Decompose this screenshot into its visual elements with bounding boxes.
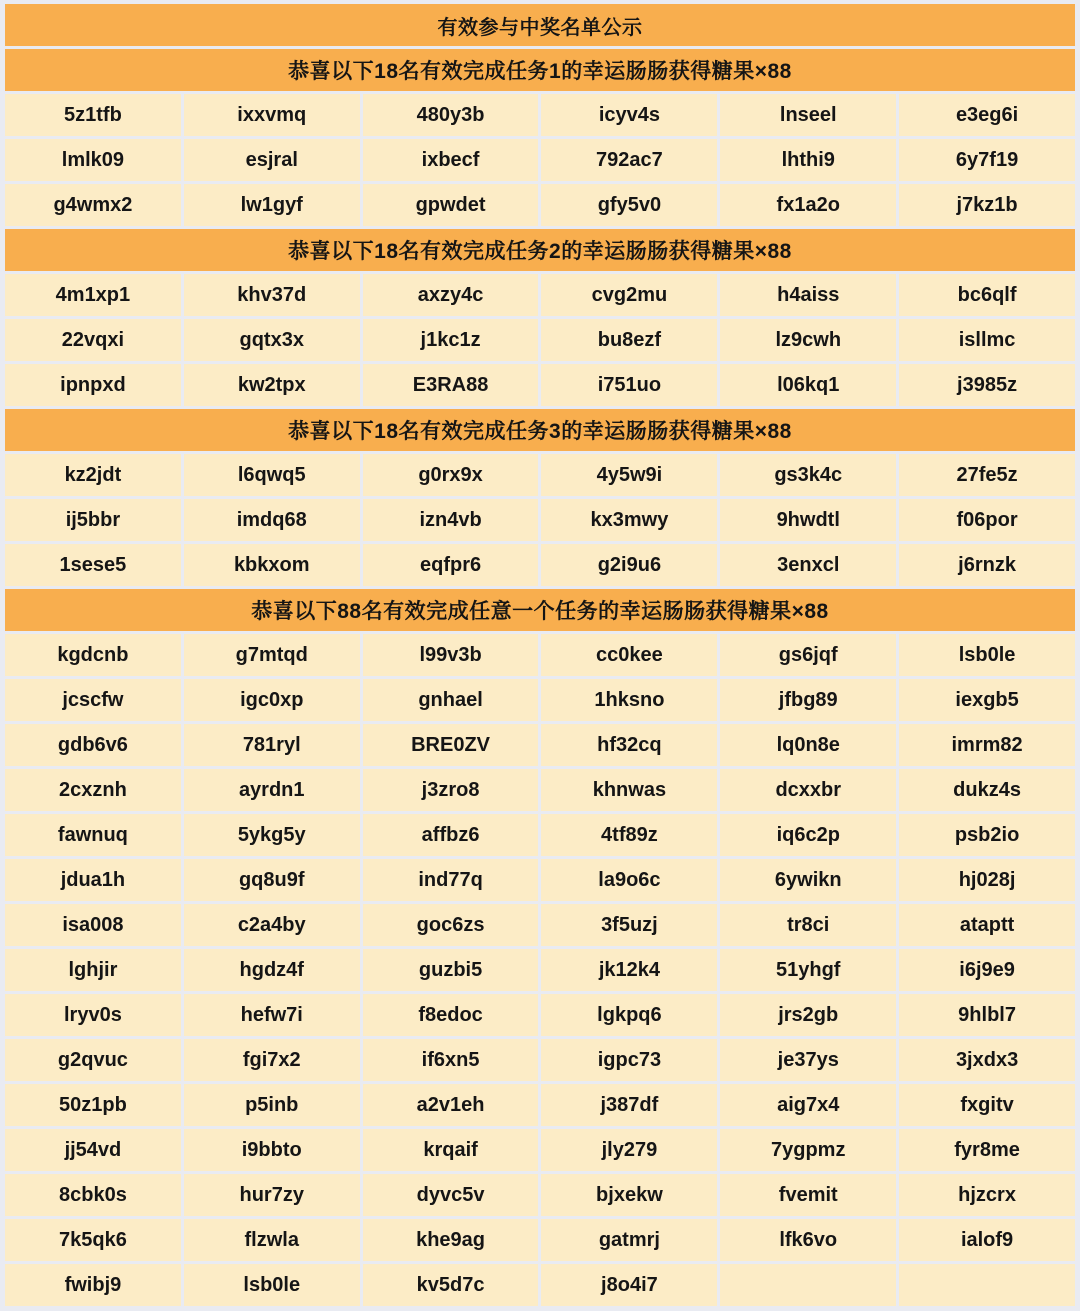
winner-cell: kgdcnb: [5, 634, 181, 676]
winner-cell: bjxekw: [541, 1174, 717, 1216]
winner-cell: igpc73: [541, 1039, 717, 1081]
winner-cell: BRE0ZV: [363, 724, 539, 766]
section-header: 恭喜以下18名有效完成任务1的幸运肠肠获得糖果×88: [5, 49, 1075, 91]
section-header: 恭喜以下88名有效完成任意一个任务的幸运肠肠获得糖果×88: [5, 589, 1075, 631]
winner-cell: fwibj9: [5, 1264, 181, 1306]
winner-cell: c2a4by: [184, 904, 360, 946]
winner-cell: 50z1pb: [5, 1084, 181, 1126]
winner-cell: h4aiss: [720, 274, 896, 316]
winner-cell: j3zro8: [363, 769, 539, 811]
winner-cell: khnwas: [541, 769, 717, 811]
winner-cell: 51yhgf: [720, 949, 896, 991]
winner-cell: fawnuq: [5, 814, 181, 856]
winner-cell: fgi7x2: [184, 1039, 360, 1081]
winner-cell: f8edoc: [363, 994, 539, 1036]
winner-cell: ipnpxd: [5, 364, 181, 406]
winner-cell: hj028j: [899, 859, 1075, 901]
winner-cell: khv37d: [184, 274, 360, 316]
winner-cell: dukz4s: [899, 769, 1075, 811]
winner-cell: cc0kee: [541, 634, 717, 676]
winner-cell: 27fe5z: [899, 454, 1075, 496]
winner-cell: hgdz4f: [184, 949, 360, 991]
winner-cell: 1sese5: [5, 544, 181, 586]
winner-cell: 792ac7: [541, 139, 717, 181]
winner-cell: 5ykg5y: [184, 814, 360, 856]
winner-cell: g7mtqd: [184, 634, 360, 676]
winner-cell: 3f5uzj: [541, 904, 717, 946]
winner-cell: icyv4s: [541, 94, 717, 136]
winner-cell: j3985z: [899, 364, 1075, 406]
winner-cell: je37ys: [720, 1039, 896, 1081]
winner-cell: lq0n8e: [720, 724, 896, 766]
section-header: 恭喜以下18名有效完成任务3的幸运肠肠获得糖果×88: [5, 409, 1075, 451]
winner-cell: ij5bbr: [5, 499, 181, 541]
winner-cell: jrs2gb: [720, 994, 896, 1036]
winner-cell: lsb0le: [899, 634, 1075, 676]
page-title: 有效参与中奖名单公示: [5, 4, 1075, 46]
winner-cell: isa008: [5, 904, 181, 946]
winner-cell: fxgitv: [899, 1084, 1075, 1126]
winner-cell: iexgb5: [899, 679, 1075, 721]
winner-cell: ialof9: [899, 1219, 1075, 1261]
winner-cell: gnhael: [363, 679, 539, 721]
winner-cell: 8cbk0s: [5, 1174, 181, 1216]
winner-cell: 480y3b: [363, 94, 539, 136]
winner-cell: lsb0le: [184, 1264, 360, 1306]
winner-cell: a2v1eh: [363, 1084, 539, 1126]
winner-cell: lghjir: [5, 949, 181, 991]
winner-cell: kz2jdt: [5, 454, 181, 496]
winner-cell: ind77q: [363, 859, 539, 901]
winner-cell: jdua1h: [5, 859, 181, 901]
winner-cell: fvemit: [720, 1174, 896, 1216]
winner-cell: g4wmx2: [5, 184, 181, 226]
section-header: 恭喜以下18名有效完成任务2的幸运肠肠获得糖果×88: [5, 229, 1075, 271]
winner-cell: hjzcrx: [899, 1174, 1075, 1216]
winner-cell: lryv0s: [5, 994, 181, 1036]
winner-cell: j387df: [541, 1084, 717, 1126]
winner-cell: lnseel: [720, 94, 896, 136]
winner-cell: bu8ezf: [541, 319, 717, 361]
winner-cell: gdb6v6: [5, 724, 181, 766]
winner-cell: l99v3b: [363, 634, 539, 676]
winner-cell: i751uo: [541, 364, 717, 406]
winner-cell: flzwla: [184, 1219, 360, 1261]
winner-cell: if6xn5: [363, 1039, 539, 1081]
winner-cell: 6ywikn: [720, 859, 896, 901]
winner-cell: 781ryl: [184, 724, 360, 766]
winner-cell: iq6c2p: [720, 814, 896, 856]
winner-cell: axzy4c: [363, 274, 539, 316]
winner-cell: 3enxcl: [720, 544, 896, 586]
winner-cell: g2qvuc: [5, 1039, 181, 1081]
winner-cell: igc0xp: [184, 679, 360, 721]
winner-cell: kbkxom: [184, 544, 360, 586]
winners-grid: [5, 454, 1075, 586]
winner-cell: cvg2mu: [541, 274, 717, 316]
winner-cell: j8o4i7: [541, 1264, 717, 1306]
winner-cell: goc6zs: [363, 904, 539, 946]
winner-cell: lmlk09: [5, 139, 181, 181]
winners-grid: [5, 94, 1075, 226]
winner-cell: lgkpq6: [541, 994, 717, 1036]
empty-cell: [720, 1264, 896, 1306]
winner-cell: bc6qlf: [899, 274, 1075, 316]
winner-cell: ixxvmq: [184, 94, 360, 136]
winner-cell: jk12k4: [541, 949, 717, 991]
winner-cell: khe9ag: [363, 1219, 539, 1261]
winner-cell: ataptt: [899, 904, 1075, 946]
winner-cell: g0rx9x: [363, 454, 539, 496]
winner-cell: 1hksno: [541, 679, 717, 721]
winner-cell: psb2io: [899, 814, 1075, 856]
winner-cell: kw2tpx: [184, 364, 360, 406]
winner-cell: j7kz1b: [899, 184, 1075, 226]
winner-cell: 7k5qk6: [5, 1219, 181, 1261]
winner-cell: j1kc1z: [363, 319, 539, 361]
winner-cell: 7ygpmz: [720, 1129, 896, 1171]
winner-cell: guzbi5: [363, 949, 539, 991]
winner-cell: lz9cwh: [720, 319, 896, 361]
winner-cell: krqaif: [363, 1129, 539, 1171]
winner-cell: la9o6c: [541, 859, 717, 901]
winner-cell: lfk6vo: [720, 1219, 896, 1261]
winner-cell: dcxxbr: [720, 769, 896, 811]
winner-cell: l6qwq5: [184, 454, 360, 496]
winner-cell: hf32cq: [541, 724, 717, 766]
winner-cell: izn4vb: [363, 499, 539, 541]
winner-cell: i9bbto: [184, 1129, 360, 1171]
empty-cell: [899, 1264, 1075, 1306]
winner-cell: imrm82: [899, 724, 1075, 766]
winner-cell: jfbg89: [720, 679, 896, 721]
winner-cell: isllmc: [899, 319, 1075, 361]
winner-cell: hefw7i: [184, 994, 360, 1036]
winner-cell: gqtx3x: [184, 319, 360, 361]
winner-cell: g2i9u6: [541, 544, 717, 586]
winner-cell: 5z1tfb: [5, 94, 181, 136]
winner-cell: E3RA88: [363, 364, 539, 406]
winner-cell: e3eg6i: [899, 94, 1075, 136]
winner-cell: i6j9e9: [899, 949, 1075, 991]
winner-cell: gs3k4c: [720, 454, 896, 496]
winner-cell: l06kq1: [720, 364, 896, 406]
winner-cell: dyvc5v: [363, 1174, 539, 1216]
winner-cell: jcscfw: [5, 679, 181, 721]
winner-cell: 4m1xp1: [5, 274, 181, 316]
winner-cell: ayrdn1: [184, 769, 360, 811]
winner-cell: 22vqxi: [5, 319, 181, 361]
winner-cell: 4tf89z: [541, 814, 717, 856]
winner-cell: kx3mwy: [541, 499, 717, 541]
winner-cell: 9hwdtl: [720, 499, 896, 541]
winner-cell: jly279: [541, 1129, 717, 1171]
winner-cell: lhthi9: [720, 139, 896, 181]
winner-cell: gatmrj: [541, 1219, 717, 1261]
winner-cell: 2cxznh: [5, 769, 181, 811]
winners-grid: [5, 274, 1075, 406]
winner-cell: gfy5v0: [541, 184, 717, 226]
winner-cell: lw1gyf: [184, 184, 360, 226]
winner-cell: hur7zy: [184, 1174, 360, 1216]
winner-cell: jj54vd: [5, 1129, 181, 1171]
winner-cell: gs6jqf: [720, 634, 896, 676]
winner-cell: 6y7f19: [899, 139, 1075, 181]
winner-cell: fx1a2o: [720, 184, 896, 226]
winner-cell: gpwdet: [363, 184, 539, 226]
winner-cell: aig7x4: [720, 1084, 896, 1126]
winner-cell: j6rnzk: [899, 544, 1075, 586]
winner-cell: affbz6: [363, 814, 539, 856]
winner-cell: 9hlbl7: [899, 994, 1075, 1036]
winner-cell: esjral: [184, 139, 360, 181]
winner-cell: imdq68: [184, 499, 360, 541]
winner-cell: tr8ci: [720, 904, 896, 946]
winner-cell: fyr8me: [899, 1129, 1075, 1171]
winner-cell: eqfpr6: [363, 544, 539, 586]
winner-cell: p5inb: [184, 1084, 360, 1126]
winner-cell: f06por: [899, 499, 1075, 541]
winner-cell: 3jxdx3: [899, 1039, 1075, 1081]
winner-cell: kv5d7c: [363, 1264, 539, 1306]
winner-cell: ixbecf: [363, 139, 539, 181]
winner-cell: gq8u9f: [184, 859, 360, 901]
winner-cell: 4y5w9i: [541, 454, 717, 496]
winners-grid: [5, 634, 1075, 1306]
